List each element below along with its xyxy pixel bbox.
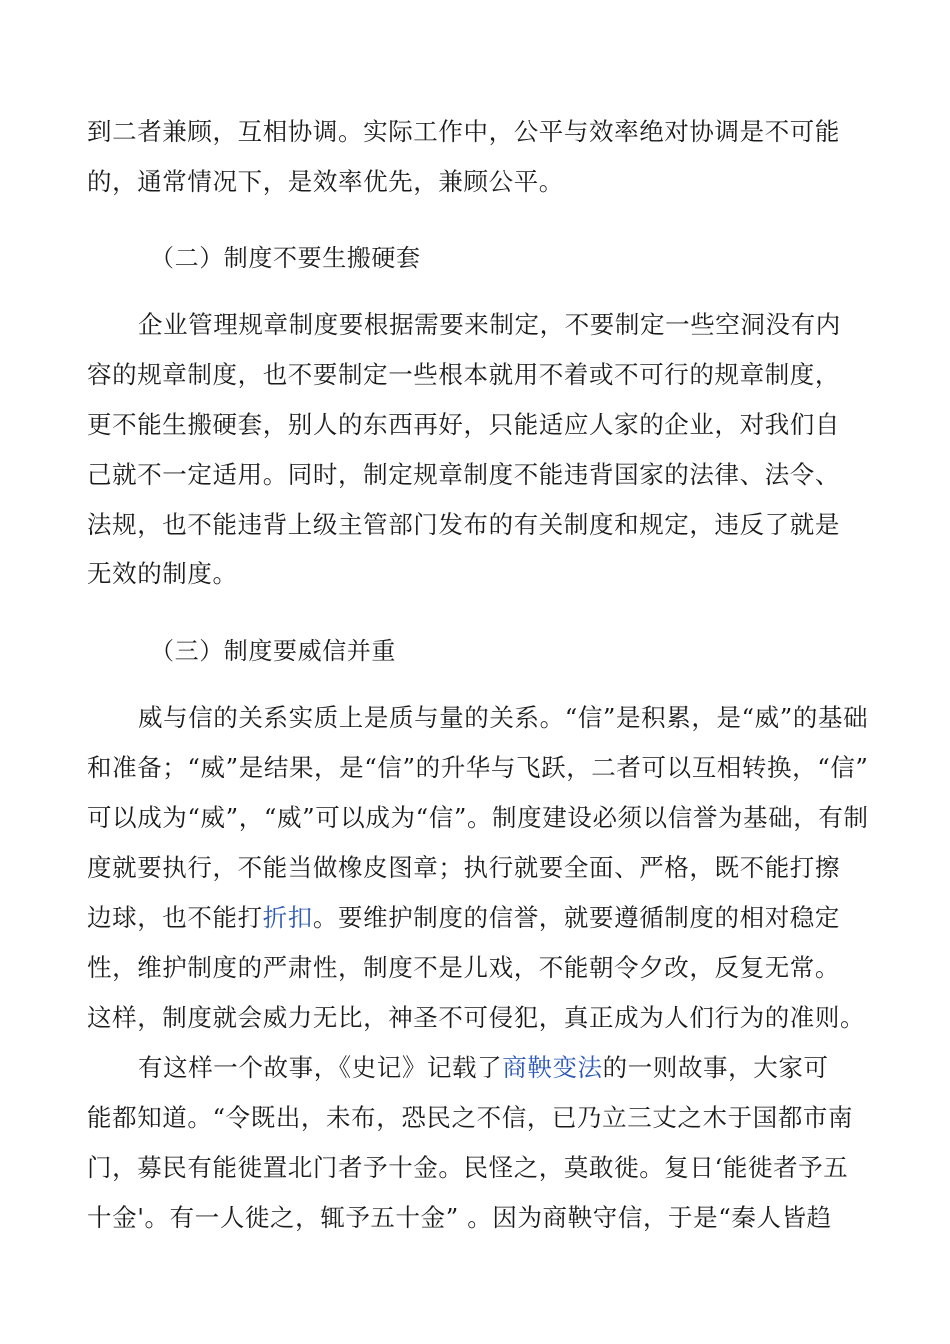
paragraph-4-line-1-text-before: 有这样一个故事，《史记》记载了 [138, 1053, 503, 1082]
paragraph-3-line-5-text-after: 。要维护制度的信誉，就要遵循制度的相对稳定 [312, 903, 841, 932]
paragraph-4-line-1 [138, 1048, 918, 1088]
section-heading-3: （三）制度要威信并重 [150, 637, 396, 665]
paragraph-3-line-5 [87, 898, 867, 938]
shang-yang-reform-link[interactable]: 商鞅变法 [502, 1053, 603, 1082]
paragraph-2-line-6: 无效的制度。 [87, 559, 238, 588]
paragraph-3-line-2: 和准备；“威”是结果，是“信”的升华与飞跃，二者可以互相转换，“信” [87, 753, 869, 782]
paragraph-3-line-7: 这样，制度就会威力无比，神圣不可侵犯，真正成为人们行为的准则。 [87, 1003, 866, 1032]
paragraph-2-line-4: 己就不一定适用。同时，制定规章制度不能违背国家的法律、法令、 [87, 460, 840, 489]
paragraph-4-line-3: 门，募民有能徙置北门者予十金。民怪之，莫敢徙。复日‘能徙者予五 [87, 1153, 849, 1182]
discount-link[interactable]: 折扣 [262, 903, 313, 932]
paragraph-2-line-2: 容的规章制度，也不要制定一些根本就用不着或不可行的规章制度， [87, 360, 840, 389]
paragraph-4-line-4: 十金'。有一人徙之，辄予五十金” 。因为商鞅守信，于是“秦人皆趋 [87, 1203, 832, 1232]
section-heading-2: （二）制度不要生搬硬套 [150, 244, 421, 272]
paragraph-2-line-3: 更不能生搬硬套，别人的东西再好，只能适应人家的企业，对我们自 [87, 410, 840, 439]
paragraph-3-line-5-text-before: 边球，也不能打 [87, 903, 263, 932]
paragraph-3-line-3: 可以成为“威”，“威”可以成为“信”。制度建设必须以信誉为基础，有制 [87, 803, 869, 832]
paragraph-3-line-6: 性，维护制度的严肃性，制度不是儿戏，不能朝令夕改，反复无常。 [87, 953, 840, 982]
paragraph-4-line-1-text-after: 的一则故事，大家可 [602, 1053, 829, 1082]
paragraph-1-line-1: 到二者兼顾，互相协调。实际工作中，公平与效率绝对协调是不可能 [87, 117, 840, 146]
paragraph-2-line-1: 企业管理规章制度要根据需要来制定，不要制定一些空洞没有内 [138, 310, 841, 339]
paragraph-2-line-5: 法规，也不能违背上级主管部门发布的有关制度和规定，违反了就是 [87, 510, 840, 539]
paragraph-4-line-2: 能都知道。“令既出，未布，恐民之不信，已乃立三丈之木于国都市南 [87, 1103, 854, 1132]
paragraph-1-line-2: 的，通常情况下，是效率优先，兼顾公平。 [87, 167, 564, 196]
paragraph-3-line-4: 度就要执行，不能当做橡皮图章；执行就要全面、严格，既不能打擦 [87, 853, 840, 882]
paragraph-3-line-1: 威与信的关系实质上是质与量的关系。“信”是积累，是“威”的基础 [138, 703, 869, 732]
